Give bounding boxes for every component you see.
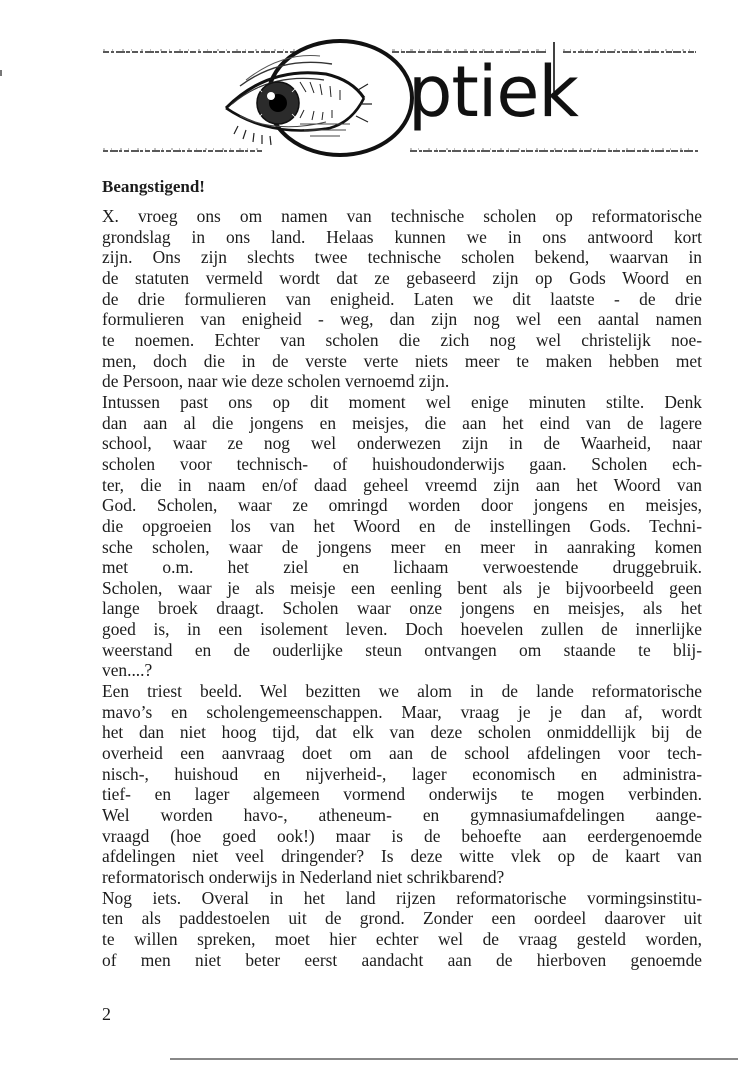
article-paragraph [102,206,702,392]
text-line: grondslag in ons land. Helaas kunnen we in ons antwoord kort [102,226,702,247]
text-line: Scholen, waar je als meisje een eenling bent als je bijvoorbeeld geen [102,577,702,598]
text-line: reformatorisch onderwijs in Nederland niet schrikbarend? [102,867,505,887]
article-heading: Beangstigend! [102,177,205,196]
text-line: Nog iets. Overal in het land rijzen reformatorische vormingsinstitu- [102,887,702,908]
masthead-graphic [0,0,738,170]
text-line: Intussen past ons op dit moment wel enige minuten stilte. Denk [102,391,702,412]
text-line: God. Scholen, waar ze omringd worden door jongens en meisjes, [102,495,702,516]
text-line: die opgroeien los van het Woord en de instellingen Gods. Techni- [102,515,702,536]
text-line: overheid een aanvraag doet om aan de school afdelingen voor tech- [102,743,702,764]
text-line: men, doch die in de verste verte niets meer te maken hebben met [102,350,702,371]
text-line: X. vroeg ons om namen van technische scholen op reformatorische [102,206,702,226]
text-line: nisch-, huishoud en nijverheid-, lager economisch en administra- [102,763,702,784]
page-edge-mark [0,70,2,76]
text-line: lange broek draagt. Scholen waar onze jongens en meisjes, als het [102,598,702,619]
text-line: sche scholen, waar de jongens meer en meer in aanraking komen [102,536,702,557]
text-line: mavo’s en scholengemeenschappen. Maar, vraag je je dan af, wordt [102,701,702,722]
text-line: vraagd (hoe goed ook!) maar is de behoefte aan eerdergenoemde [102,825,702,846]
text-line: goed is, in een isolement leven. Doch hoevelen zullen de innerlijke [102,619,702,640]
text-line: afdelingen niet veel dringender? Is deze witte vlek op de kaart van [102,846,702,867]
article-paragraph [102,888,702,971]
text-line: scholen voor technisch- of huishoudonderwijs gaan. Scholen ech- [102,453,702,474]
text-line: de Persoon, naar wie deze scholen vernoemd zijn. [102,371,450,392]
text-line: de statuten vermeld wordt dat ze gebaseerd zijn op Gods Woord en [102,267,702,288]
eye-in-letter-o-icon [226,56,372,146]
text-line: formulieren van enigheid - weg, dan zijn nog wel een aantal namen [102,309,702,330]
text-line: met o.m. het ziel en lichaam verwoestende druggebruik. [102,557,702,578]
text-line: zijn. Ons zijn slechts twee technische scholen bekend, waarvan in [102,247,702,268]
page-number: 2 [102,1004,111,1024]
article-paragraph [102,392,702,681]
text-line: dan aan al die jongens en meisjes, die aan het eind van de lagere [102,412,702,433]
bottom-edge-rule [170,1058,738,1060]
text-line: ten als paddestoelen uit de grond. Zonder een oordeel daarover uit [102,908,702,929]
text-line: school, waar ze nog wel onderwezen zijn in de Waarheid, naar [102,433,702,454]
text-line: ter, die in naam en/of daad geheel vreemd zijn aan het Woord van [102,474,702,495]
text-line: of men niet beter eerst aandacht aan de hierboven genoemde [102,949,702,970]
text-line: Wel worden havo-, atheneum- en gymnasiumafdelingen aange- [102,805,702,826]
text-line: ven....? [102,660,153,681]
article-paragraph [102,681,702,888]
masthead [0,0,738,170]
text-line: weerstand en de ouderlijke steun ontvangen om staande te blij- [102,639,702,660]
text-line: de drie formulieren van enigheid. Laten we dit laatste - de drie [102,288,702,309]
text-line: te willen spreken, moet hier echter wel de vraag gesteld worden, [102,928,702,949]
article-body [102,206,702,970]
text-line: te noemen. Echter van scholen die zich nog wel christelijk noe- [102,329,702,350]
text-line: Een triest beeld. Wel bezitten we alom in de lande reformatorische [102,681,702,702]
text-line: het dan niet hoog tijd, dat elk van deze scholen onmiddellijk bij de [102,722,702,743]
masthead-title: ptiek [408,51,578,133]
text-line: tief- en lager algemeen vormend onderwijs te mogen verbinden. [102,784,702,805]
